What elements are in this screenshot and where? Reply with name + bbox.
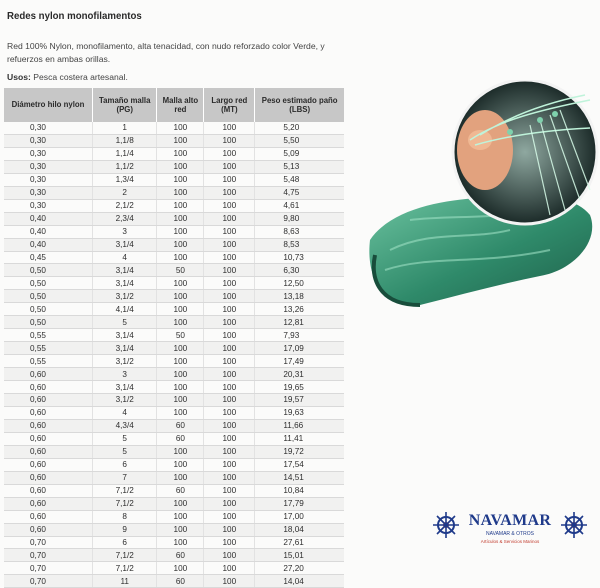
table-cell: 100 [204, 316, 255, 329]
table-row [4, 355, 344, 368]
table-cell: 0,40 [4, 238, 93, 251]
table-cell: 0,70 [4, 575, 93, 588]
table-cell: 0,50 [4, 277, 93, 290]
table-cell: 15,01 [255, 549, 344, 562]
table-cell: 100 [204, 251, 255, 264]
table-cell: 4 [93, 251, 157, 264]
table-cell: 100 [204, 342, 255, 355]
table-cell: 100 [204, 549, 255, 562]
table-cell: 100 [204, 406, 255, 419]
table-cell: 17,54 [255, 458, 344, 471]
table-cell: 100 [157, 225, 204, 238]
table-cell: 100 [204, 277, 255, 290]
table-cell: 7,93 [255, 329, 344, 342]
table-cell: 100 [204, 173, 255, 186]
table-cell: 27,61 [255, 536, 344, 549]
table-cell: 0,70 [4, 549, 93, 562]
table-cell: 2,3/4 [93, 212, 157, 225]
table-cell: 100 [157, 160, 204, 173]
table-cell: 1 [93, 122, 157, 134]
table-cell: 100 [157, 406, 204, 419]
table-row [4, 329, 344, 342]
table-cell: 3,1/4 [93, 342, 157, 355]
table-cell: 0,45 [4, 251, 93, 264]
table-cell: 0,60 [4, 381, 93, 394]
table-cell: 0,60 [4, 368, 93, 381]
table-cell: 9,80 [255, 212, 344, 225]
table-cell: 0,55 [4, 342, 93, 355]
table-cell: 18,04 [255, 523, 344, 536]
table-cell: 0,50 [4, 303, 93, 316]
header-diametro: Diámetro hilo nylon [4, 88, 93, 122]
table-row [4, 251, 344, 264]
table-cell: 100 [157, 199, 204, 212]
table-body [4, 122, 344, 588]
table-cell: 10,84 [255, 484, 344, 497]
table-cell: 100 [157, 212, 204, 225]
table-cell: 100 [157, 510, 204, 523]
table-cell: 100 [204, 147, 255, 160]
table-cell: 7,1/2 [93, 484, 157, 497]
table-cell: 9 [93, 523, 157, 536]
table-cell: 11 [93, 575, 157, 588]
table-cell: 3,1/4 [93, 381, 157, 394]
table-row [4, 471, 344, 484]
table-cell: 5 [93, 445, 157, 458]
table-cell: 100 [204, 212, 255, 225]
table-cell: 0,30 [4, 122, 93, 134]
table-cell: 100 [204, 134, 255, 147]
table-cell: 0,55 [4, 329, 93, 342]
table-cell: 0,60 [4, 432, 93, 445]
table-cell: 0,30 [4, 134, 93, 147]
table-cell: 50 [157, 264, 204, 277]
table-cell: 100 [157, 147, 204, 160]
table-cell: 100 [157, 238, 204, 251]
table-cell: 60 [157, 484, 204, 497]
header-largo-red: Largo red (MT) [204, 88, 255, 122]
table-cell: 0,40 [4, 212, 93, 225]
table-cell: 3 [93, 368, 157, 381]
table-cell: 4,75 [255, 186, 344, 199]
table-cell: 100 [157, 355, 204, 368]
table-row [4, 238, 344, 251]
table-cell: 100 [157, 471, 204, 484]
table-cell: 60 [157, 432, 204, 445]
table-row [4, 497, 344, 510]
table-cell: 100 [157, 122, 204, 134]
table-cell: 100 [204, 199, 255, 212]
table-row [4, 562, 344, 575]
table-cell: 4 [93, 406, 157, 419]
table-cell: 0,30 [4, 199, 93, 212]
table-row [4, 419, 344, 432]
table-cell: 6 [93, 536, 157, 549]
table-cell: 100 [204, 368, 255, 381]
table-cell: 100 [204, 458, 255, 471]
table-cell: 0,60 [4, 497, 93, 510]
table-cell: 100 [157, 458, 204, 471]
table-cell: 10,73 [255, 251, 344, 264]
table-cell: 5 [93, 432, 157, 445]
table-cell: 100 [204, 225, 255, 238]
table-cell: 100 [204, 394, 255, 407]
table-row [4, 277, 344, 290]
table-row [4, 368, 344, 381]
table-cell: 17,49 [255, 355, 344, 368]
table-row [4, 523, 344, 536]
table-cell: 17,09 [255, 342, 344, 355]
table-cell: 60 [157, 419, 204, 432]
table-row [4, 122, 344, 134]
table-cell: 5 [93, 316, 157, 329]
table-cell: 3,1/4 [93, 264, 157, 277]
table-cell: 50 [157, 329, 204, 342]
specs-table [4, 88, 344, 588]
table-cell: 4,61 [255, 199, 344, 212]
table-cell: 100 [204, 419, 255, 432]
table-cell: 0,60 [4, 445, 93, 458]
table-cell: 0,70 [4, 536, 93, 549]
table-cell: 5,50 [255, 134, 344, 147]
table-cell: 8 [93, 510, 157, 523]
product-photo [350, 80, 600, 330]
table-cell: 3,1/2 [93, 290, 157, 303]
table-row [4, 510, 344, 523]
table-cell: 60 [157, 549, 204, 562]
table-cell: 100 [204, 329, 255, 342]
table-cell: 17,79 [255, 497, 344, 510]
page-title: Redes nylon monofilamentos [7, 10, 142, 22]
table-cell: 7,1/2 [93, 497, 157, 510]
table-cell: 19,72 [255, 445, 344, 458]
table-cell: 3,1/4 [93, 277, 157, 290]
table-cell: 20,31 [255, 368, 344, 381]
logo-tagline: Artículos & Servicios Marinos [480, 539, 540, 544]
table-cell: 1,1/2 [93, 160, 157, 173]
table-cell: 0,60 [4, 484, 93, 497]
table-cell: 100 [204, 355, 255, 368]
table-cell: 0,50 [4, 316, 93, 329]
table-row [4, 134, 344, 147]
table-cell: 100 [204, 562, 255, 575]
table-cell: 100 [157, 445, 204, 458]
table-cell: 7,1/2 [93, 562, 157, 575]
table-row [4, 432, 344, 445]
table-row [4, 225, 344, 238]
table-cell: 100 [157, 342, 204, 355]
table-cell: 0,30 [4, 186, 93, 199]
table-cell: 0,40 [4, 225, 93, 238]
table-cell: 100 [157, 536, 204, 549]
table-cell: 1,1/8 [93, 134, 157, 147]
usos-text: Pesca costera artesanal. [30, 72, 128, 82]
table-cell: 100 [157, 381, 204, 394]
table-cell: 11,66 [255, 419, 344, 432]
table-cell: 100 [157, 251, 204, 264]
table-cell: 0,60 [4, 510, 93, 523]
table-cell: 6 [93, 458, 157, 471]
table-cell: 100 [204, 264, 255, 277]
table-cell: 1,1/4 [93, 147, 157, 160]
table-cell: 100 [157, 290, 204, 303]
table-cell: 3,1/4 [93, 329, 157, 342]
table-cell: 3,1/4 [93, 238, 157, 251]
table-cell: 8,53 [255, 238, 344, 251]
table-cell: 100 [157, 497, 204, 510]
logo-name: NAVAMAR [468, 512, 552, 529]
header-tamano-malla: Tamaño malla (PG) [93, 88, 157, 122]
usos-label: Usos: [7, 72, 31, 82]
table-row [4, 445, 344, 458]
table-row [4, 173, 344, 186]
table-cell: 4,1/4 [93, 303, 157, 316]
table-cell: 60 [157, 575, 204, 588]
table-cell: 11,41 [255, 432, 344, 445]
table-header-row [4, 88, 344, 122]
table-cell: 27,20 [255, 562, 344, 575]
table-cell: 100 [157, 394, 204, 407]
table-cell: 0,50 [4, 264, 93, 277]
table-row [4, 381, 344, 394]
header-malla-alto: Malla alto red [157, 88, 204, 122]
table-cell: 100 [204, 186, 255, 199]
header-peso: Peso estimado paño (LBS) [255, 88, 344, 122]
table-cell: 0,60 [4, 406, 93, 419]
table-cell: 3,1/2 [93, 355, 157, 368]
table-cell: 7 [93, 471, 157, 484]
table-row [4, 303, 344, 316]
table-cell: 5,13 [255, 160, 344, 173]
table-row [4, 264, 344, 277]
table-cell: 4,3/4 [93, 419, 157, 432]
table-cell: 5,48 [255, 173, 344, 186]
table-cell: 100 [157, 277, 204, 290]
table-cell: 3,1/2 [93, 394, 157, 407]
table-cell: 19,65 [255, 381, 344, 394]
table-row [4, 316, 344, 329]
table-cell: 3 [93, 225, 157, 238]
table-cell: 2,1/2 [93, 199, 157, 212]
table-row [4, 342, 344, 355]
table-cell: 100 [157, 173, 204, 186]
table-cell: 19,63 [255, 406, 344, 419]
table-cell: 100 [204, 160, 255, 173]
table-cell: 6,30 [255, 264, 344, 277]
table-row [4, 290, 344, 303]
table-row [4, 212, 344, 225]
table-cell: 0,60 [4, 419, 93, 432]
table-cell: 100 [204, 303, 255, 316]
navamar-logo [430, 506, 590, 554]
table-cell: 100 [157, 134, 204, 147]
table-cell: 8,63 [255, 225, 344, 238]
table-row [4, 160, 344, 173]
table-cell: 0,50 [4, 290, 93, 303]
table-cell: 100 [204, 523, 255, 536]
table-row [4, 484, 344, 497]
table-cell: 100 [157, 562, 204, 575]
table-cell: 100 [204, 484, 255, 497]
table-cell: 0,55 [4, 355, 93, 368]
table-cell: 5,09 [255, 147, 344, 160]
table-cell: 100 [204, 238, 255, 251]
table-cell: 0,70 [4, 562, 93, 575]
product-description: Red 100% Nylon, monofilamento, alta tenacidad, con nudo reforzado color Verde, y refuerzos en ambas orillas. [7, 41, 325, 64]
ship-wheel-icon [432, 511, 460, 539]
table-cell: 7,1/2 [93, 549, 157, 562]
table-cell: 17,00 [255, 510, 344, 523]
table-row [4, 394, 344, 407]
table-cell: 100 [204, 290, 255, 303]
table-cell: 100 [157, 523, 204, 536]
table-cell: 100 [204, 497, 255, 510]
table-cell: 100 [204, 122, 255, 134]
table-cell: 100 [204, 575, 255, 588]
table-cell: 100 [204, 432, 255, 445]
table-cell: 0,30 [4, 147, 93, 160]
table-cell: 5,20 [255, 122, 344, 134]
table-cell: 0,30 [4, 160, 93, 173]
table-cell: 0,60 [4, 394, 93, 407]
table-cell: 100 [157, 316, 204, 329]
table-cell: 13,26 [255, 303, 344, 316]
table-cell: 100 [204, 445, 255, 458]
table-row [4, 147, 344, 160]
table-row [4, 186, 344, 199]
table-row [4, 536, 344, 549]
table-cell: 0,60 [4, 523, 93, 536]
table-cell: 14,04 [255, 575, 344, 588]
table-row [4, 458, 344, 471]
table-row [4, 199, 344, 212]
logo-subtitle: NAVAMAR & OTROS [486, 531, 534, 537]
table-cell: 13,18 [255, 290, 344, 303]
table-row [4, 549, 344, 562]
table-cell: 100 [204, 510, 255, 523]
table-cell: 100 [157, 186, 204, 199]
table-cell: 12,50 [255, 277, 344, 290]
table-row [4, 575, 344, 588]
table-cell: 0,60 [4, 458, 93, 471]
ship-wheel-icon [560, 511, 588, 539]
table-cell: 100 [204, 536, 255, 549]
table-row [4, 406, 344, 419]
table-cell: 2 [93, 186, 157, 199]
table-cell: 100 [157, 303, 204, 316]
table-cell: 0,60 [4, 471, 93, 484]
table-cell: 100 [157, 368, 204, 381]
table-cell: 100 [204, 381, 255, 394]
fishing-net-image [350, 80, 600, 330]
usos-line [7, 72, 128, 82]
table-cell: 1,3/4 [93, 173, 157, 186]
table-cell: 19,57 [255, 394, 344, 407]
table-cell: 12,81 [255, 316, 344, 329]
table-cell: 100 [204, 471, 255, 484]
table-cell: 14,51 [255, 471, 344, 484]
table-cell: 0,30 [4, 173, 93, 186]
